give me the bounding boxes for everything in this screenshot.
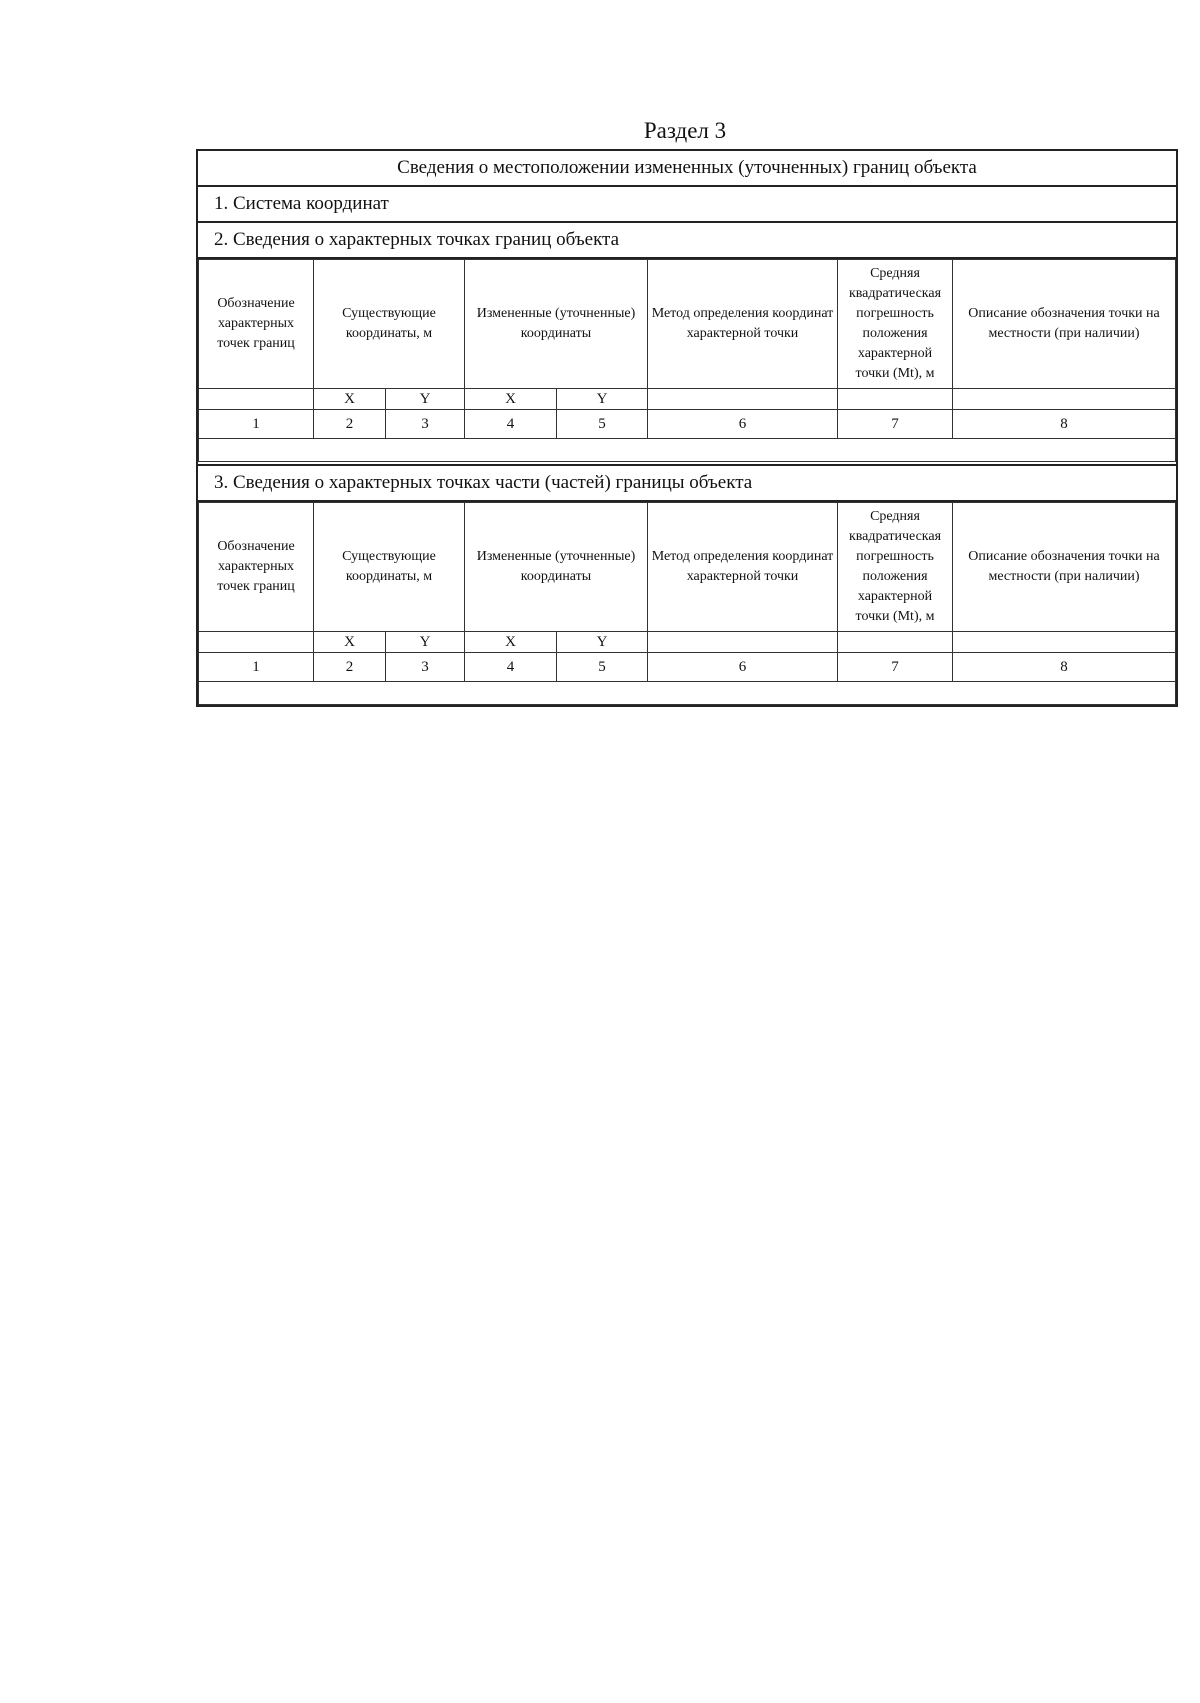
- table-cell: [199, 439, 1176, 462]
- header-description: Описание обозначения точки на местности (при наличии): [953, 503, 1176, 632]
- column-number: 3: [386, 410, 465, 439]
- header-method: Метод определения координат характерной точки: [648, 503, 838, 632]
- column-number: 5: [557, 410, 648, 439]
- table-cell: [199, 682, 1176, 705]
- header-changed-coordinates: Измененные (уточненные) координаты: [465, 260, 648, 389]
- header-existing-coordinates: Существующие координаты, м: [314, 503, 465, 632]
- axis-x-label: X: [314, 632, 386, 653]
- table-empty-row: [199, 682, 1176, 705]
- table-cell: [953, 632, 1176, 653]
- axis-y-label: Y: [557, 632, 648, 653]
- header-point-designation: Обозначение характерных точек границ: [199, 260, 314, 389]
- header-method: Метод определения координат характерной точки: [648, 260, 838, 389]
- table-cell: [199, 632, 314, 653]
- table-cell: [648, 632, 838, 653]
- axis-y-label: Y: [557, 389, 648, 410]
- column-number: 4: [465, 653, 557, 682]
- column-number: 7: [838, 410, 953, 439]
- header-description: Описание обозначения точки на местности (при наличии): [953, 260, 1176, 389]
- column-number: 6: [648, 410, 838, 439]
- column-number: 3: [386, 653, 465, 682]
- subsection-coordinate-system: 1. Система координат: [198, 187, 1176, 223]
- axis-x-label: X: [465, 389, 557, 410]
- column-number: 8: [953, 653, 1176, 682]
- main-heading: Сведения о местоположении измененных (уточненных) границ объекта: [198, 151, 1176, 187]
- column-number: 5: [557, 653, 648, 682]
- header-point-designation: Обозначение характерных точек границ: [199, 503, 314, 632]
- table-number-row: [199, 653, 1176, 682]
- axis-y-label: Y: [386, 632, 465, 653]
- subsection-part-points: 3. Сведения о характерных точках части (частей) границы объекта: [198, 464, 1176, 502]
- table-header-row: [199, 503, 1176, 632]
- table-cell: [838, 389, 953, 410]
- header-mean-error: Средняя квадратическая погрешность положения характерной точки (Mt), м: [838, 503, 953, 632]
- column-number: 1: [199, 410, 314, 439]
- header-changed-coordinates: Измененные (уточненные) координаты: [465, 503, 648, 632]
- table-cell: [199, 389, 314, 410]
- table-cell: [838, 632, 953, 653]
- table-axis-row: [199, 632, 1176, 653]
- table-cell: [953, 389, 1176, 410]
- part-points-table: [198, 502, 1176, 705]
- boundary-points-table: [198, 259, 1176, 462]
- column-number: 7: [838, 653, 953, 682]
- axis-x-label: X: [465, 632, 557, 653]
- section-title: Раздел 3: [643, 118, 727, 143]
- table-header-row: [199, 260, 1176, 389]
- subsection-boundary-points: 2. Сведения о характерных точках границ объекта: [198, 223, 1176, 259]
- header-mean-error: Средняя квадратическая погрешность положения характерной точки (Mt), м: [838, 260, 953, 389]
- column-number: 8: [953, 410, 1176, 439]
- axis-y-label: Y: [386, 389, 465, 410]
- table-empty-row: [199, 439, 1176, 462]
- column-number: 2: [314, 410, 386, 439]
- column-number: 1: [199, 653, 314, 682]
- document-table: [196, 149, 1178, 707]
- column-number: 6: [648, 653, 838, 682]
- column-number: 2: [314, 653, 386, 682]
- table-number-row: [199, 410, 1176, 439]
- axis-x-label: X: [314, 389, 386, 410]
- header-existing-coordinates: Существующие координаты, м: [314, 260, 465, 389]
- column-number: 4: [465, 410, 557, 439]
- table-cell: [648, 389, 838, 410]
- table-axis-row: [199, 389, 1176, 410]
